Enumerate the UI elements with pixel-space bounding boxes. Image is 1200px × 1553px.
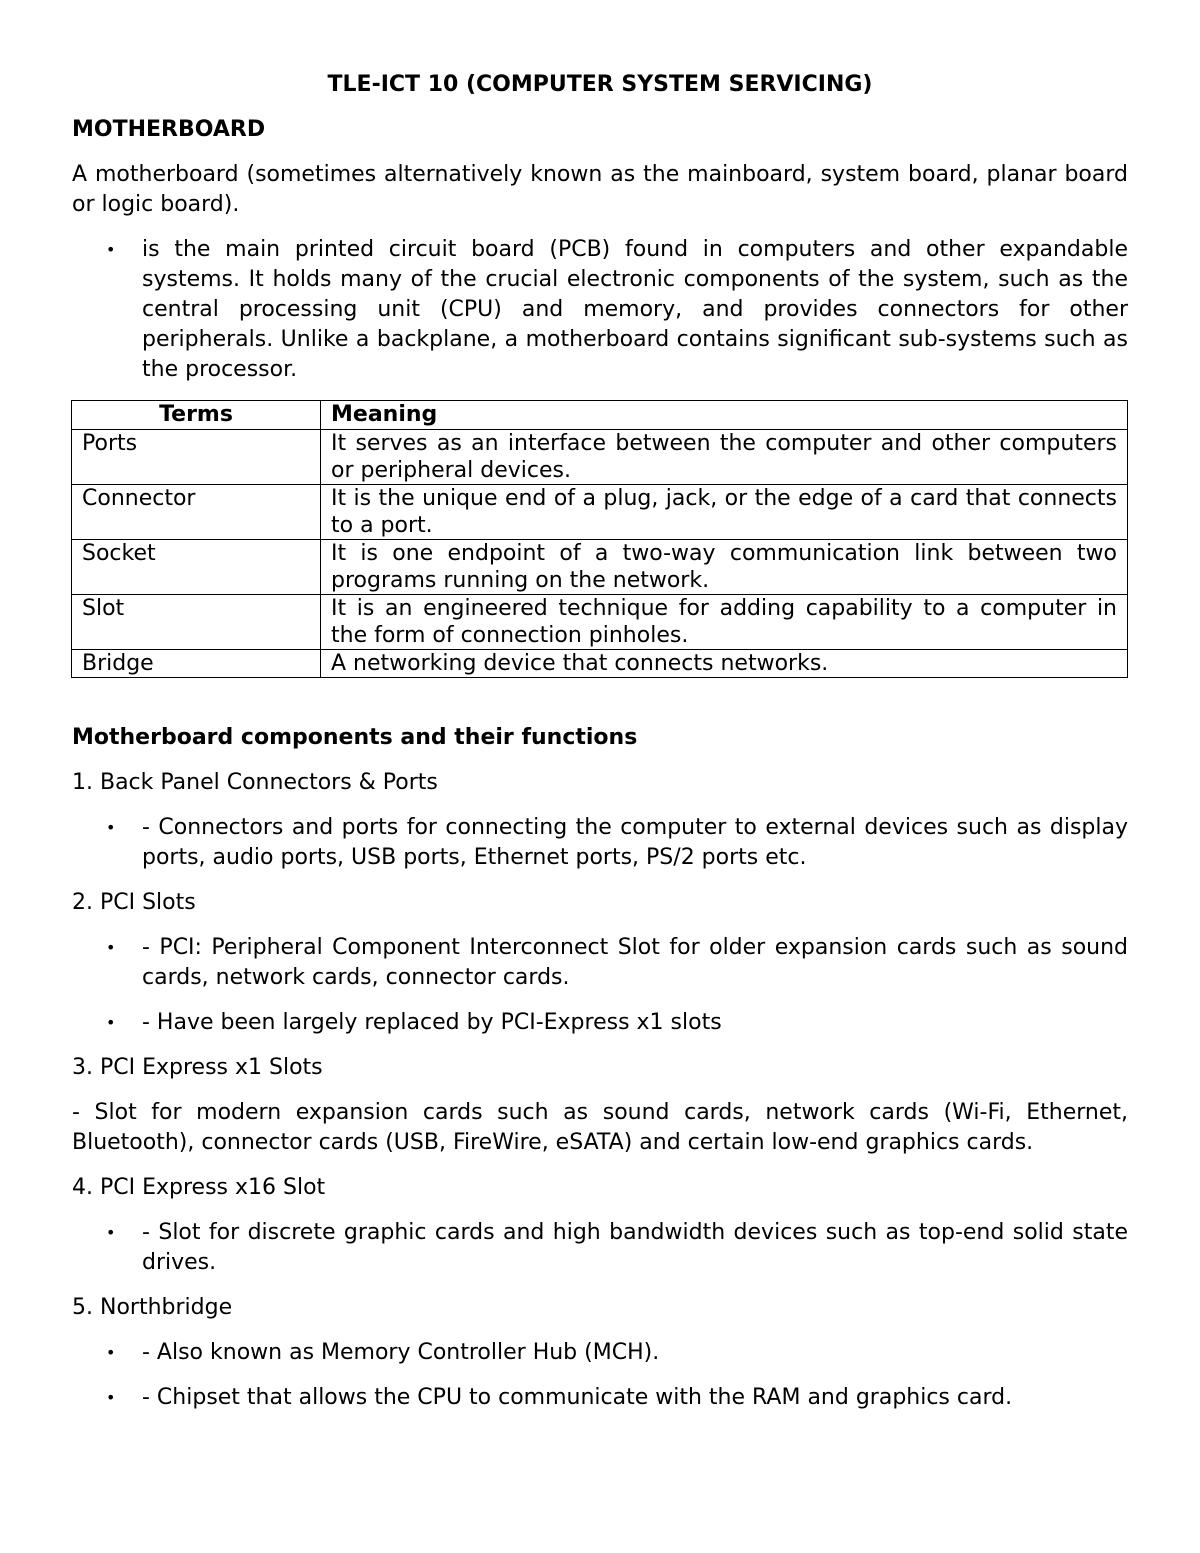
term-cell: Slot: [72, 595, 321, 650]
meaning-cell: A networking device that connects networks.: [321, 650, 1128, 678]
bullet-icon: •: [106, 1223, 116, 1242]
term-cell: Connector: [72, 485, 321, 540]
component-bullets: [72, 1218, 1128, 1278]
component-title: 4. PCI Express x16 Slot: [72, 1175, 326, 1200]
list-item: [72, 1383, 1128, 1413]
table-row: [72, 430, 1128, 485]
header-terms: Terms: [72, 401, 321, 430]
bullet-icon: •: [106, 818, 116, 837]
table-row: [72, 485, 1128, 540]
bullet-icon: •: [106, 240, 116, 259]
list-item: [72, 813, 1128, 873]
bullet-text: - Have been largely replaced by PCI-Express x1 slots: [142, 1010, 722, 1035]
list-item: [72, 1008, 1128, 1038]
list-item: [72, 933, 1128, 993]
component-title: 5. Northbridge: [72, 1295, 233, 1320]
table-header-row: [72, 401, 1128, 430]
list-item: [72, 1338, 1128, 1368]
section-heading: MOTHERBOARD: [72, 117, 266, 142]
bullet-text: - PCI: Peripheral Component Interconnect Slot for older expansion cards such as sound cards, network cards, connector cards.: [142, 935, 1128, 990]
term-cell: Bridge: [72, 650, 321, 678]
bullet-text: - Slot for discrete graphic cards and high bandwidth devices such as top-end solid state drives.: [142, 1220, 1128, 1275]
meaning-cell: It is the unique end of a plug, jack, or the edge of a card that connects to a port.: [321, 485, 1128, 540]
intro-paragraph: A motherboard (sometimes alternatively known as the mainboard, system board, planar board or logic board).: [72, 162, 1128, 217]
component-bullets: [72, 933, 1128, 1038]
term-cell: Ports: [72, 430, 321, 485]
intro-bullet-list: [72, 235, 1128, 385]
bullet-text: - Chipset that allows the CPU to communicate with the RAM and graphics card.: [142, 1385, 1013, 1410]
bullet-text: - Also known as Memory Controller Hub (MCH).: [142, 1340, 660, 1365]
list-item: [72, 1218, 1128, 1278]
component-title: 1. Back Panel Connectors & Ports: [72, 770, 438, 795]
bullet-icon: •: [106, 1343, 116, 1362]
bullet-text: - Connectors and ports for connecting the computer to external devices such as display ports, audio ports, USB ports, Ethernet ports, PS/2 ports etc.: [142, 815, 1128, 870]
list-item: [72, 235, 1128, 385]
component-bullets: [72, 1338, 1128, 1413]
document-title: TLE-ICT 10 (COMPUTER SYSTEM SERVICING): [327, 72, 873, 97]
table-row: [72, 540, 1128, 595]
component-title: 3. PCI Express x1 Slots: [72, 1055, 323, 1080]
header-meaning: Meaning: [321, 401, 1128, 430]
component-text: - Slot for modern expansion cards such as sound cards, network cards (Wi-Fi, Ethernet, Bluetooth), connector cards (USB, FireWire, eSATA) and certain low-end graphics cards.: [72, 1100, 1128, 1155]
component-bullets: [72, 813, 1128, 873]
meaning-cell: It serves as an interface between the computer and other computers or peripheral devices.: [321, 430, 1128, 485]
component-title: 2. PCI Slots: [72, 890, 196, 915]
table-row: [72, 595, 1128, 650]
bullet-icon: •: [106, 1388, 116, 1407]
bullet-icon: •: [106, 1013, 116, 1032]
table-row: [72, 650, 1128, 678]
bullet-icon: •: [106, 938, 116, 957]
terms-table: [71, 400, 1128, 678]
meaning-cell: It is an engineered technique for adding capability to a computer in the form of connection pinholes.: [321, 595, 1128, 650]
term-cell: Socket: [72, 540, 321, 595]
bullet-text: is the main printed circuit board (PCB) found in computers and other expandable systems. It holds many of the crucial electronic components of the system, such as the central processing unit (CPU) and memory, and provides connectors for other peripherals. Unlike a backplane, a motherboard contains significant sub-systems such as the processor.: [142, 237, 1128, 382]
meaning-cell: It is one endpoint of a two-way communication link between two programs running on the network.: [321, 540, 1128, 595]
components-heading: Motherboard components and their functions: [72, 725, 638, 750]
